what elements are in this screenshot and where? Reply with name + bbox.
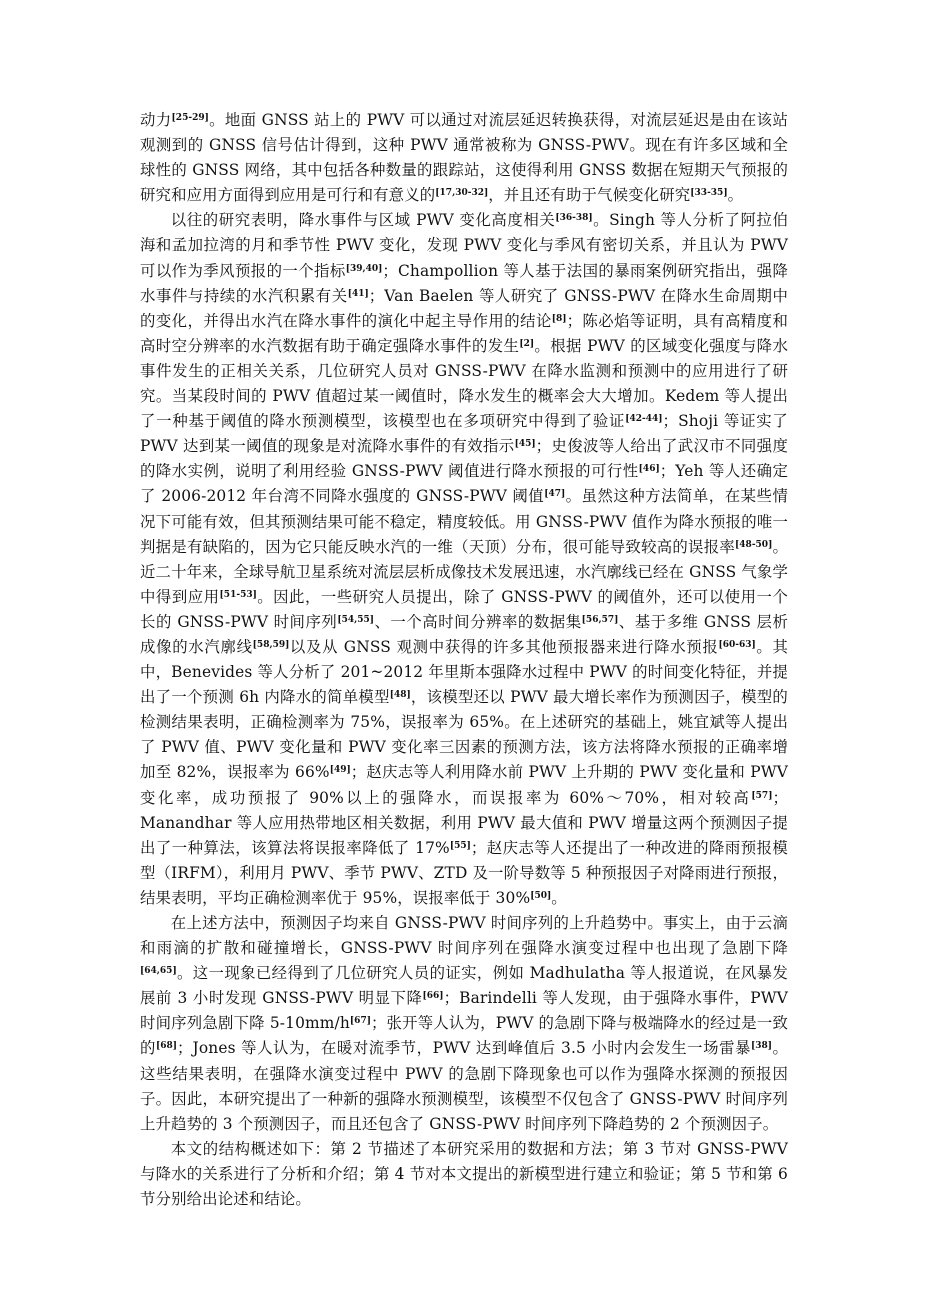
paragraph-text: 在上述方法中，预测因子均来自 GNSS-PWV 时间序列的上升趋势中。事实上，由于云滴和雨滴的扩散和碰撞增长，GNSS-PWV 时间序列在强降水演变过程中也出现了急剧下降 — [140, 914, 788, 958]
paragraph-text: 。因此，一些研究人员提出，除了 GNSS-PWV 的阈值外，还可以使用一个长的 GNSS-PWV 时间序列 — [140, 587, 788, 631]
citation-reference: [60-63] — [718, 639, 756, 650]
paragraph-text: 本文的结构概述如下：第 2 节描述了本研究采用的数据和方法；第 3 节对 GNSS-PWV 与降水的关系进行了分析和介绍；第 4 节对本文提出的新模型进行建立和验证；第 5 节和第 6 节分别给出论述和结论。 — [140, 1139, 788, 1209]
citation-reference: [42-44] — [625, 414, 663, 425]
paragraph-text: 。根据 PWV 的区域变化强度与降水事件发生的正相关关系，几位研究人员对 GNSS-PWV 在降水监测和预测中的应用进行了研究。当某段时间的 PWV 值超过某一阈值时，降水发生的概率会大大增加。Kedem 等人提出了一种基于阈值的降水预测模型，该模型也在多项研究中得到了验证 — [140, 336, 788, 431]
citation-reference: [48-50] — [735, 539, 773, 550]
citation-reference: [51-53] — [219, 589, 257, 600]
citation-reference: [47] — [544, 489, 566, 500]
citation-reference: [48] — [389, 690, 411, 701]
paragraph-text: 以往的研究表明，降水事件与区域 PWV 变化高度相关 — [170, 211, 556, 230]
citation-reference: [46] — [638, 464, 660, 475]
paragraph — [140, 1137, 788, 1212]
citation-reference: [57] — [751, 790, 773, 801]
paragraph-text: ；赵庆志等人利用降水前 PWV 上升期的 PWV 变化量和 PWV 变化率，成功预报了 90%以上的强降水，而误报率为 60%～70%，相对较高 — [140, 763, 789, 807]
citation-reference: [55] — [449, 840, 471, 851]
citation-reference: [68] — [155, 1041, 178, 1052]
citation-reference: [67] — [349, 1016, 371, 1027]
paragraph-text: 。虽然这种方法简单，在某些情况下可能有效，但其预测结果可能不稳定，精度较低。用 GNSS-PWV 值作为降水预报的唯一判据是有缺陷的，因为它只能反映水汽的一维（天顶）分布，很可能导致较高的误报率 — [140, 487, 788, 556]
paragraph-text: ；Manandhar 等人应用热带地区相关数据，利用 PWV 最大值和 PWV 增量这两个预测因子提出了一种算法，该算法将误报率降低了 17% — [140, 788, 788, 857]
citation-reference: [64,65] — [140, 966, 177, 977]
paragraph-text: 。 — [551, 888, 567, 907]
paragraph — [140, 208, 788, 911]
paragraph-text: ；张开等人认为，PWV 的急剧下降与极端降水的经过是一致的 — [140, 1014, 788, 1058]
paragraph — [140, 108, 788, 208]
paragraph-text: ，并且还有助于气候变化研究 — [488, 186, 691, 205]
paragraph-text: 。近二十年来，全球导航卫星系统对流层层析成像技术发展迅速，水汽廓线已经在 GNSS 气象学中得到应用 — [140, 537, 789, 606]
paragraph-text: 、一个高时间分辨率的数据集 — [374, 612, 582, 631]
paragraph-text: 。这些结果表明，在强降水演变过程中 PWV 的急剧下降现象也可以作为强降水探测的预报因子。因此，本研究提出了一种新的强降水预测模型，该模型不仅包含了 GNSS-PWV 时间序列上升趋势的 3 个预测因子，而且还包含了 GNSS-PWV 时间序列下降趋势的 2 个预测因子。 — [140, 1039, 789, 1133]
paragraph-text: 、基于多维 GNSS 层析成像的水汽廓线 — [140, 612, 789, 656]
citation-reference: [45] — [514, 439, 536, 450]
citation-reference: [58,59] — [252, 639, 290, 650]
citation-reference: [66] — [422, 991, 444, 1002]
citation-reference: [50] — [530, 890, 552, 901]
paragraph-text: 。Singh 等人分析了阿拉伯海和孟加拉湾的月和季节性 PWV 变化，发现 PWV 变化与季风有密切关系，并且认为 PWV 可以作为季风预报的一个指标 — [140, 211, 788, 280]
citation-reference: [17,30-32] — [435, 188, 489, 199]
citation-reference: [33-35] — [690, 188, 728, 199]
citation-reference: [36-38] — [555, 213, 593, 224]
citation-reference: [54,55] — [337, 614, 375, 625]
paragraph-text: 。地面 GNSS 站上的 PWV 可以通过对流层延迟转换获得，对流层延迟是由在该站观测到的 GNSS 信号估计得到，这种 PWV 通常被称为 GNSS-PWV。现在有许多区域和全球性的 GNSS 网络，其中包括各种数量的跟踪站，这使得利用 GNSS 数据在短期天气预报的研究和应用方面得到应用是可行和有意义的 — [140, 111, 788, 205]
paragraph-text: ；Yeh 等人还确定了 2006-2012 年台湾不同降水强度的 GNSS-PWV 阈值 — [140, 462, 789, 506]
citation-reference: [38] — [751, 1041, 773, 1052]
paragraph-text: 。其中，Benevides 等人分析了 201~2012 年里斯本强降水过程中 PWV 的时间变化特征，并提出了一个预测 6h 内降水的简单模型 — [140, 637, 788, 707]
document-body — [140, 108, 788, 1212]
citation-reference: [8] — [551, 313, 567, 324]
paragraph-text: ，该模型还以 PWV 最大增长率作为预测因子，模型的检测结果表明，正确检测率为 75%，误报率为 65%。在上述研究的基础上，姚宜斌等人提出了 PWV 值、PWV 变化量和 PWV 变化率三因素的预测方法，该方法将降水预报的正确率增加至 82%，误报率为 66% — [140, 688, 788, 782]
citation-reference: [39,40] — [345, 263, 383, 274]
paragraph-text: ；Shoji 等证实了 PWV 达到某一阈值的现象是对流降水事件的有效指示 — [140, 412, 788, 456]
paragraph-text: 。 — [727, 186, 744, 205]
paragraph-text: ；赵庆志等人还提出了一种改进的降雨预报模型（IRFM），利用月 PWV、季节 PWV、ZTD 及一阶导数等 5 种预报因子对降雨进行预报，结果表明，平均正确检测率优于 95%，误报率低于 30% — [140, 838, 788, 907]
paragraph — [140, 911, 788, 1137]
citation-reference: [56,57] — [581, 614, 619, 625]
paragraph-text: ；Jones 等人认为，在暖对流季节，PWV 达到峰值后 3.5 小时内会发生一场雷暴 — [177, 1039, 751, 1058]
paragraph-text: ；Champollion 等人基于法国的暴雨案例研究指出，强降水事件与持续的水汽积累有关 — [140, 261, 788, 305]
paragraph-text: ；史俊波等人给出了武汉市不同强度的降水实例，说明了利用经验 GNSS-PWV 阈值进行降水预报的可行性 — [140, 437, 789, 481]
paragraph-text: ；Barindelli 等人发现，由于强降水事件，PWV 时间序列急剧下降 5-10mm/h — [140, 989, 788, 1033]
citation-reference: [41] — [347, 288, 369, 299]
paragraph-text: 以及从 GNSS 观测中获得的许多其他预报器来进行降水预报 — [289, 637, 719, 656]
paragraph-text: 。这一现象已经得到了几位研究人员的证实，例如 Madhulatha 等人报道说，在风暴发展前 3 小时发现 GNSS-PWV 明显下降 — [140, 964, 788, 1008]
citation-reference: [49] — [329, 765, 351, 776]
paragraph-text: ；陈必焰等证明，具有高精度和高时空分辨率的水汽数据有助于确定强降水事件的发生 — [140, 311, 788, 355]
paragraph-text: 动力 — [140, 111, 172, 129]
citation-reference: [2] — [519, 338, 535, 349]
paragraph-text: ；Van Baelen 等人研究了 GNSS-PWV 在降水生命周期中的变化，并得出水汽在降水事件的演化中起主导作用的结论 — [140, 286, 789, 330]
citation-reference: [25-29] — [171, 113, 209, 123]
